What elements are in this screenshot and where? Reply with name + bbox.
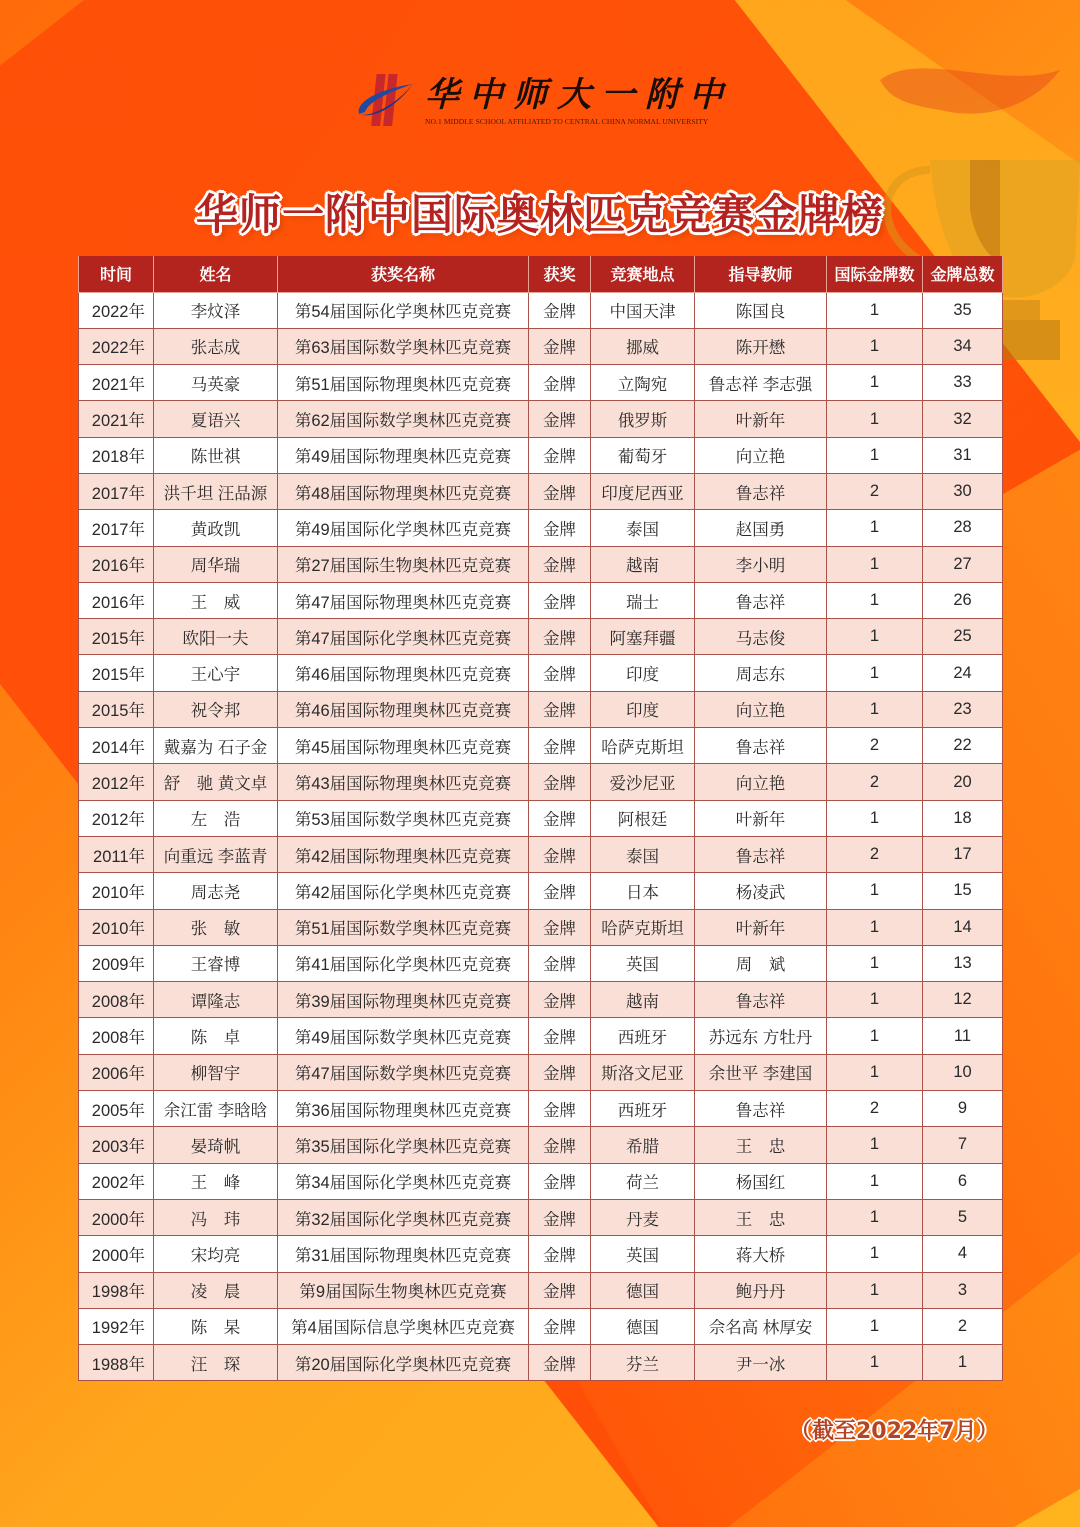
table-row [79,1236,1003,1272]
cell-coach: 鲁志祥 [695,473,827,509]
cell-intl-gold: 1 [827,1018,923,1054]
cell-gold-total: 2 [923,1308,1003,1344]
cell-coach: 蒋大桥 [695,1236,827,1272]
cell-year: 2018年 [79,437,154,473]
table-row [79,1127,1003,1163]
cell-award: 金牌 [529,510,591,546]
cell-coach: 叶新年 [695,800,827,836]
cell-award-name: 第51届国际数学奥林匹克竞赛 [278,909,529,945]
cell-intl-gold: 1 [827,328,923,364]
cell-award-name: 第47届国际物理奥林匹克竞赛 [278,582,529,618]
cell-location: 爱沙尼亚 [591,764,695,800]
cell-location: 印度尼西亚 [591,473,695,509]
table-row [79,764,1003,800]
table-row [79,1054,1003,1090]
gold-medal-table [78,256,1003,1381]
cell-coach: 向立艳 [695,691,827,727]
table-row [79,909,1003,945]
table-body [79,292,1003,1381]
column-header-intl-gold: 国际金牌数 [827,256,923,292]
cell-award-name: 第48届国际物理奥林匹克竞赛 [278,473,529,509]
cell-intl-gold: 2 [827,764,923,800]
table-row [79,328,1003,364]
table-row [79,437,1003,473]
cell-award-name: 第46届国际物理奥林匹克竞赛 [278,655,529,691]
cell-award-name: 第34届国际化学奥林匹克竞赛 [278,1163,529,1199]
cell-name: 舒 驰 黄文卓 [154,764,278,800]
cell-year: 2011年 [79,836,154,872]
cell-intl-gold: 1 [827,582,923,618]
cell-location: 德国 [591,1308,695,1344]
cell-location: 俄罗斯 [591,401,695,437]
cell-award: 金牌 [529,764,591,800]
cell-award-name: 第43届国际物理奥林匹克竞赛 [278,764,529,800]
school-header [355,65,735,135]
cell-award: 金牌 [529,619,591,655]
cell-gold-total: 17 [923,836,1003,872]
cell-intl-gold: 1 [827,655,923,691]
cell-location: 哈萨克斯坦 [591,728,695,764]
cell-award-name: 第49届国际数学奥林匹克竞赛 [278,1018,529,1054]
cell-year: 2015年 [79,691,154,727]
cell-award: 金牌 [529,1272,591,1308]
cell-gold-total: 33 [923,365,1003,401]
cell-gold-total: 32 [923,401,1003,437]
table-row [79,1308,1003,1344]
cell-award-name: 第32届国际化学奥林匹克竞赛 [278,1199,529,1235]
cell-gold-total: 18 [923,800,1003,836]
cell-name: 王 峰 [154,1163,278,1199]
cell-award: 金牌 [529,1199,591,1235]
cell-coach: 尹一冰 [695,1345,827,1381]
cell-year: 1992年 [79,1308,154,1344]
column-header-name: 姓名 [154,256,278,292]
cell-gold-total: 31 [923,437,1003,473]
cell-coach: 鲁志祥 [695,728,827,764]
cell-name: 张 敏 [154,909,278,945]
cell-award: 金牌 [529,873,591,909]
cell-year: 2016年 [79,546,154,582]
table-row [79,401,1003,437]
cell-gold-total: 25 [923,619,1003,655]
cell-gold-total: 24 [923,655,1003,691]
table-row [79,655,1003,691]
cell-name: 欧阳一夫 [154,619,278,655]
cell-gold-total: 3 [923,1272,1003,1308]
cell-intl-gold: 1 [827,691,923,727]
cell-gold-total: 22 [923,728,1003,764]
cell-gold-total: 26 [923,582,1003,618]
cell-award: 金牌 [529,655,591,691]
cell-location: 泰国 [591,836,695,872]
cell-name: 宋均亮 [154,1236,278,1272]
cell-award-name: 第4届国际信息学奥林匹克竞赛 [278,1308,529,1344]
cell-year: 1998年 [79,1272,154,1308]
cell-location: 立陶宛 [591,365,695,401]
cell-year: 2022年 [79,292,154,328]
cell-coach: 周 斌 [695,945,827,981]
cell-name: 左 浩 [154,800,278,836]
cell-gold-total: 4 [923,1236,1003,1272]
cell-coach: 王 忠 [695,1127,827,1163]
cell-intl-gold: 1 [827,1127,923,1163]
cell-year: 2021年 [79,365,154,401]
cell-award: 金牌 [529,1054,591,1090]
cell-award: 金牌 [529,945,591,981]
cell-award-name: 第62届国际数学奥林匹克竞赛 [278,401,529,437]
cell-intl-gold: 1 [827,619,923,655]
cell-award: 金牌 [529,365,591,401]
cell-gold-total: 1 [923,1345,1003,1381]
cell-coach: 向立艳 [695,437,827,473]
cell-location: 英国 [591,1236,695,1272]
cell-coach: 周志东 [695,655,827,691]
cell-award-name: 第9届国际生物奥林匹克竞赛 [278,1272,529,1308]
cell-year: 2015年 [79,655,154,691]
cell-name: 王睿博 [154,945,278,981]
table-row [79,473,1003,509]
cell-location: 泰国 [591,510,695,546]
table-row [79,619,1003,655]
cell-gold-total: 7 [923,1127,1003,1163]
cell-intl-gold: 1 [827,1163,923,1199]
cell-award: 金牌 [529,1127,591,1163]
cell-intl-gold: 1 [827,1272,923,1308]
cell-name: 王心宇 [154,655,278,691]
cell-award: 金牌 [529,728,591,764]
cell-intl-gold: 1 [827,1308,923,1344]
table-row [79,945,1003,981]
cell-award-name: 第35届国际化学奥林匹克竞赛 [278,1127,529,1163]
cell-year: 2015年 [79,619,154,655]
cell-award: 金牌 [529,401,591,437]
cell-award-name: 第51届国际物理奥林匹克竞赛 [278,365,529,401]
school-logo-icon [355,70,417,130]
table-row [79,728,1003,764]
column-header-award-name: 获奖名称 [278,256,529,292]
cell-coach: 陈开懋 [695,328,827,364]
cell-location: 阿塞拜疆 [591,619,695,655]
cell-intl-gold: 1 [827,510,923,546]
cell-name: 马英豪 [154,365,278,401]
cell-year: 2014年 [79,728,154,764]
cell-year: 2003年 [79,1127,154,1163]
cell-location: 越南 [591,546,695,582]
cell-year: 2005年 [79,1091,154,1127]
table-row [79,1018,1003,1054]
cell-coach: 叶新年 [695,401,827,437]
cell-award: 金牌 [529,1091,591,1127]
cell-award: 金牌 [529,1018,591,1054]
cell-name: 凌 晨 [154,1272,278,1308]
cell-name: 陈 杲 [154,1308,278,1344]
cell-name: 冯 玮 [154,1199,278,1235]
cell-location: 芬兰 [591,1345,695,1381]
cell-name: 陈世祺 [154,437,278,473]
cell-year: 2016年 [79,582,154,618]
cell-intl-gold: 1 [827,982,923,1018]
table-row [79,1345,1003,1381]
cell-gold-total: 9 [923,1091,1003,1127]
cell-award: 金牌 [529,546,591,582]
cell-intl-gold: 1 [827,437,923,473]
cell-award: 金牌 [529,437,591,473]
cell-location: 斯洛文尼亚 [591,1054,695,1090]
table-row [79,582,1003,618]
column-header-gold-total: 金牌总数 [923,256,1003,292]
cell-name: 周华瑞 [154,546,278,582]
cell-coach: 鲁志祥 [695,982,827,1018]
cell-gold-total: 12 [923,982,1003,1018]
cell-name: 张志成 [154,328,278,364]
cell-intl-gold: 2 [827,836,923,872]
cell-name: 陈 卓 [154,1018,278,1054]
cell-coach: 杨国红 [695,1163,827,1199]
cell-award-name: 第42届国际化学奥林匹克竞赛 [278,873,529,909]
cell-award-name: 第53届国际数学奥林匹克竞赛 [278,800,529,836]
cell-intl-gold: 1 [827,1199,923,1235]
table-row [79,1163,1003,1199]
cell-coach: 鲁志祥 李志强 [695,365,827,401]
cell-award-name: 第45届国际物理奥林匹克竞赛 [278,728,529,764]
cell-intl-gold: 1 [827,1054,923,1090]
column-header-time: 时间 [79,256,154,292]
cell-gold-total: 13 [923,945,1003,981]
table-row [79,1199,1003,1235]
cell-location: 葡萄牙 [591,437,695,473]
table-row [79,800,1003,836]
cell-gold-total: 20 [923,764,1003,800]
table-row [79,982,1003,1018]
cell-award: 金牌 [529,800,591,836]
cell-name: 祝令邦 [154,691,278,727]
cell-year: 2009年 [79,945,154,981]
cell-gold-total: 27 [923,546,1003,582]
school-name-cn: 华中师大一附中 [425,74,733,115]
column-header-award: 获奖 [529,256,591,292]
cell-location: 哈萨克斯坦 [591,909,695,945]
cell-award-name: 第41届国际化学奥林匹克竞赛 [278,945,529,981]
cell-coach: 李小明 [695,546,827,582]
column-header-location: 竞赛地点 [591,256,695,292]
cell-year: 2017年 [79,473,154,509]
cell-award: 金牌 [529,1345,591,1381]
cell-award: 金牌 [529,292,591,328]
cell-gold-total: 6 [923,1163,1003,1199]
cell-coach: 叶新年 [695,909,827,945]
cell-year: 2012年 [79,800,154,836]
cell-gold-total: 30 [923,473,1003,509]
cell-intl-gold: 1 [827,546,923,582]
table-row [79,546,1003,582]
cell-coach: 陈国良 [695,292,827,328]
cell-location: 西班牙 [591,1018,695,1054]
cell-award-name: 第27届国际生物奥林匹克竞赛 [278,546,529,582]
cell-year: 2000年 [79,1199,154,1235]
cell-name: 谭隆志 [154,982,278,1018]
table-header-row [79,256,1003,292]
cell-year: 2010年 [79,873,154,909]
cell-name: 夏语兴 [154,401,278,437]
cell-gold-total: 23 [923,691,1003,727]
cell-intl-gold: 1 [827,365,923,401]
table-row [79,1091,1003,1127]
table-row [79,873,1003,909]
cell-name: 汪 琛 [154,1345,278,1381]
cell-location: 中国天津 [591,292,695,328]
cell-location: 西班牙 [591,1091,695,1127]
cell-year: 2002年 [79,1163,154,1199]
cell-award-name: 第31届国际物理奥林匹克竞赛 [278,1236,529,1272]
cell-coach: 佘名高 林厚安 [695,1308,827,1344]
cell-location: 荷兰 [591,1163,695,1199]
cell-year: 2022年 [79,328,154,364]
cell-intl-gold: 1 [827,873,923,909]
cell-award: 金牌 [529,982,591,1018]
cell-coach: 鲁志祥 [695,582,827,618]
cell-intl-gold: 1 [827,401,923,437]
cell-award: 金牌 [529,1236,591,1272]
cell-intl-gold: 2 [827,728,923,764]
cell-coach: 余世平 李建国 [695,1054,827,1090]
cell-name: 余江雷 李晗晗 [154,1091,278,1127]
table-row [79,836,1003,872]
cell-coach: 王 忠 [695,1199,827,1235]
cell-award-name: 第47届国际数学奥林匹克竞赛 [278,1054,529,1090]
cell-year: 1988年 [79,1345,154,1381]
cell-award-name: 第54届国际化学奥林匹克竞赛 [278,292,529,328]
cell-location: 德国 [591,1272,695,1308]
cell-location: 印度 [591,691,695,727]
cell-award: 金牌 [529,328,591,364]
cell-coach: 杨凌武 [695,873,827,909]
cell-location: 印度 [591,655,695,691]
cell-intl-gold: 1 [827,945,923,981]
cell-award-name: 第49届国际化学奥林匹克竞赛 [278,510,529,546]
cell-intl-gold: 1 [827,909,923,945]
cell-location: 希腊 [591,1127,695,1163]
cell-award: 金牌 [529,582,591,618]
cell-year: 2012年 [79,764,154,800]
cell-location: 阿根廷 [591,800,695,836]
cell-year: 2000年 [79,1236,154,1272]
cell-award-name: 第39届国际物理奥林匹克竞赛 [278,982,529,1018]
cell-intl-gold: 1 [827,1236,923,1272]
cell-intl-gold: 2 [827,473,923,509]
cell-year: 2006年 [79,1054,154,1090]
table-row [79,691,1003,727]
cell-year: 2017年 [79,510,154,546]
cell-name: 向重远 李蓝青 [154,836,278,872]
cell-coach: 苏远东 方牡丹 [695,1018,827,1054]
cell-intl-gold: 1 [827,292,923,328]
cell-name: 周志尧 [154,873,278,909]
cell-coach: 鲁志祥 [695,836,827,872]
school-name-en: NO.1 MIDDLE SCHOOL AFFILIATED TO CENTRAL CHINA NORMAL UNIVERSITY [425,116,709,126]
cell-award: 金牌 [529,1308,591,1344]
cell-coach: 赵国勇 [695,510,827,546]
cell-award-name: 第46届国际物理奥林匹克竞赛 [278,691,529,727]
cell-intl-gold: 1 [827,1345,923,1381]
cell-year: 2008年 [79,1018,154,1054]
cell-gold-total: 28 [923,510,1003,546]
cell-award: 金牌 [529,473,591,509]
cell-coach: 马志俊 [695,619,827,655]
cell-gold-total: 34 [923,328,1003,364]
cell-name: 柳智宇 [154,1054,278,1090]
cell-award-name: 第42届国际物理奥林匹克竞赛 [278,836,529,872]
cell-location: 越南 [591,982,695,1018]
cell-year: 2021年 [79,401,154,437]
cell-year: 2010年 [79,909,154,945]
cell-gold-total: 35 [923,292,1003,328]
cell-award-name: 第63届国际数学奥林匹克竞赛 [278,328,529,364]
column-header-coach: 指导教师 [695,256,827,292]
table-row [79,1272,1003,1308]
cell-gold-total: 5 [923,1199,1003,1235]
cell-gold-total: 11 [923,1018,1003,1054]
cell-location: 英国 [591,945,695,981]
cell-name: 晏琦帆 [154,1127,278,1163]
cell-name: 王 威 [154,582,278,618]
cell-year: 2008年 [79,982,154,1018]
cell-award-name: 第47届国际化学奥林匹克竞赛 [278,619,529,655]
cell-award: 金牌 [529,836,591,872]
cell-gold-total: 14 [923,909,1003,945]
cell-award: 金牌 [529,909,591,945]
cell-coach: 鲍丹丹 [695,1272,827,1308]
cell-award-name: 第20届国际化学奥林匹克竞赛 [278,1345,529,1381]
cell-name: 戴嘉为 石子金 [154,728,278,764]
page-title: 华师一附中国际奥林匹克竞赛金牌榜 [195,190,884,239]
cell-name: 洪千坦 汪品源 [154,473,278,509]
table-row [79,292,1003,328]
cell-location: 日本 [591,873,695,909]
cell-location: 挪威 [591,328,695,364]
cell-award: 金牌 [529,1163,591,1199]
cell-gold-total: 10 [923,1054,1003,1090]
cell-location: 丹麦 [591,1199,695,1235]
cell-name: 黄政凯 [154,510,278,546]
cell-award-name: 第36届国际物理奥林匹克竞赛 [278,1091,529,1127]
as-of-date-note: （截至2022年7月） [790,1419,999,1444]
cell-intl-gold: 1 [827,800,923,836]
table-row [79,365,1003,401]
cell-location: 瑞士 [591,582,695,618]
cell-gold-total: 15 [923,873,1003,909]
cell-coach: 鲁志祥 [695,1091,827,1127]
cell-coach: 向立艳 [695,764,827,800]
cell-name: 李炆泽 [154,292,278,328]
cell-award: 金牌 [529,691,591,727]
cell-award-name: 第49届国际物理奥林匹克竞赛 [278,437,529,473]
table-row [79,510,1003,546]
cell-intl-gold: 2 [827,1091,923,1127]
